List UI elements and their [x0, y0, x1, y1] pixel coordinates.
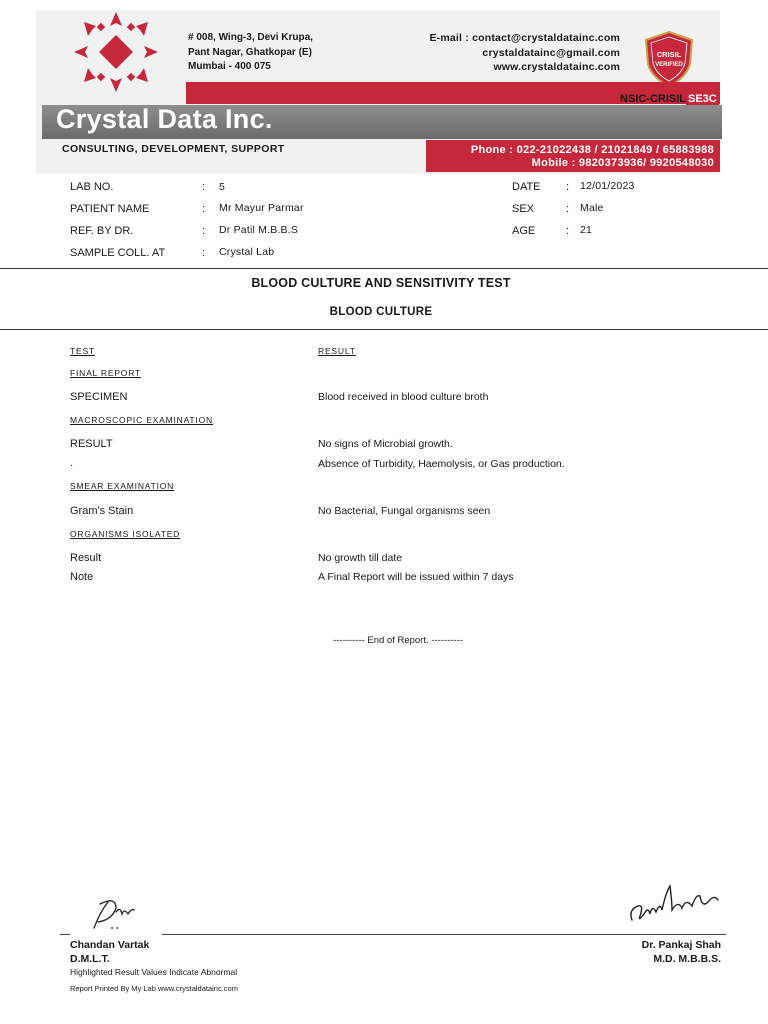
company-tagline: CONSULTING, DEVELOPMENT, SUPPORT — [62, 143, 285, 155]
address-line-3: Mumbai - 400 075 — [188, 61, 271, 72]
colon: : — [202, 203, 206, 215]
sample-coll-value: Crystal Lab — [219, 246, 275, 258]
ref-by-value: Dr Patil M.B.B.S — [219, 224, 299, 236]
section-title: BLOOD CULTURE — [329, 306, 433, 318]
abnormal-highlight-note: Highlighted Result Values Indicate Abnormal — [70, 967, 238, 977]
specimen-label: SPECIMEN — [70, 391, 128, 403]
colon: : — [566, 225, 570, 237]
sample-coll-label: SAMPLE COLL. AT — [70, 247, 166, 259]
smear-heading: SMEAR EXAMINATION — [70, 481, 175, 491]
column-header-result: RESULT — [318, 346, 356, 356]
continuation-label: . — [70, 457, 74, 469]
right-signatory-title: M.D. M.B.B.S. — [653, 953, 721, 965]
final-report-heading: FINAL REPORT — [70, 368, 142, 378]
lab-no-value: 5 — [219, 181, 226, 193]
organisms-result-value: No growth till date — [318, 552, 403, 564]
mobile-line: Mobile : 9820373936/ 9920548030 — [531, 157, 714, 169]
note-value: A Final Report will be issued within 7 days — [318, 571, 514, 583]
company-name: Crystal Data Inc. — [56, 104, 273, 134]
sex-value: Male — [580, 202, 604, 214]
end-of-report: ---------- End of Report. ---------- — [333, 635, 463, 646]
ref-by-label: REF. BY DR. — [70, 225, 134, 237]
cert-prefix: NSIC-CRISIL — [620, 93, 686, 105]
patient-name-value: Mr Mayur Parmar — [219, 202, 304, 214]
colon: : — [566, 203, 570, 215]
column-header-test: TEST — [70, 346, 95, 356]
date-label: DATE — [512, 181, 541, 193]
colon: : — [202, 247, 206, 259]
colon: : — [202, 225, 206, 237]
letterhead — [36, 10, 720, 174]
website-line[interactable]: www.crystaldatainc.com — [493, 61, 620, 73]
colon: : — [202, 181, 206, 193]
macroscopic-heading: MACROSCOPIC EXAMINATION — [70, 415, 213, 425]
age-value: 21 — [580, 224, 593, 236]
organisms-heading: ORGANISMS ISOLATED — [70, 529, 181, 539]
grams-stain-label: Gram's Stain — [70, 505, 134, 517]
nsic-crisil-rating — [620, 93, 719, 105]
divider-bottom — [0, 329, 768, 330]
result-value: No signs of Microbial growth. — [318, 438, 453, 450]
left-signature-icon — [86, 890, 142, 934]
address-line-2: Pant Nagar, Ghatkopar (E) — [188, 47, 312, 58]
sex-label: SEX — [512, 203, 535, 215]
lab-no-label: LAB NO. — [70, 181, 114, 193]
divider-top — [0, 268, 768, 269]
continuation-value: Absence of Turbidity, Haemolysis, or Gas production. — [318, 458, 565, 470]
report-title: BLOOD CULTURE AND SENSITIVITY TEST — [251, 276, 511, 290]
crisil-verified-badge-icon — [642, 30, 696, 88]
organisms-result-label: Result — [70, 552, 102, 564]
right-signatory-name: Dr. Pankaj Shah — [641, 939, 721, 951]
note-label: Note — [70, 571, 94, 583]
date-value: 12/01/2023 — [580, 180, 635, 192]
badge-line-1: CRISIL — [656, 50, 682, 59]
grams-stain-value: No Bacterial, Fungal organisms seen — [318, 505, 491, 517]
left-signatory-title: D.M.L.T. — [70, 953, 110, 965]
right-signature-icon — [626, 880, 724, 926]
company-logo-icon — [66, 10, 166, 100]
phone-line: Phone : 022-21022438 / 21021849 / 65883988 — [470, 144, 714, 156]
age-label: AGE — [512, 225, 536, 237]
phone-box — [426, 140, 720, 172]
left-signatory-name: Chandan Vartak — [70, 939, 150, 951]
specimen-value: Blood received in blood culture broth — [318, 391, 489, 403]
colon: : — [566, 181, 570, 193]
printed-by-note: Report Printed By My Lab www.crystaldatainc.com — [70, 984, 238, 993]
email-line[interactable]: E-mail : contact@crystaldatainc.com — [429, 32, 620, 44]
cert-grade: SE3C — [688, 93, 717, 105]
badge-line-2: VERIFIED — [655, 62, 683, 68]
email-alt-line[interactable]: crystaldatainc@gmail.com — [482, 47, 620, 59]
patient-name-label: PATIENT NAME — [70, 203, 150, 215]
address-line-1: # 008, Wing-3, Devi Krupa, — [188, 32, 313, 43]
result-label: RESULT — [70, 438, 113, 450]
